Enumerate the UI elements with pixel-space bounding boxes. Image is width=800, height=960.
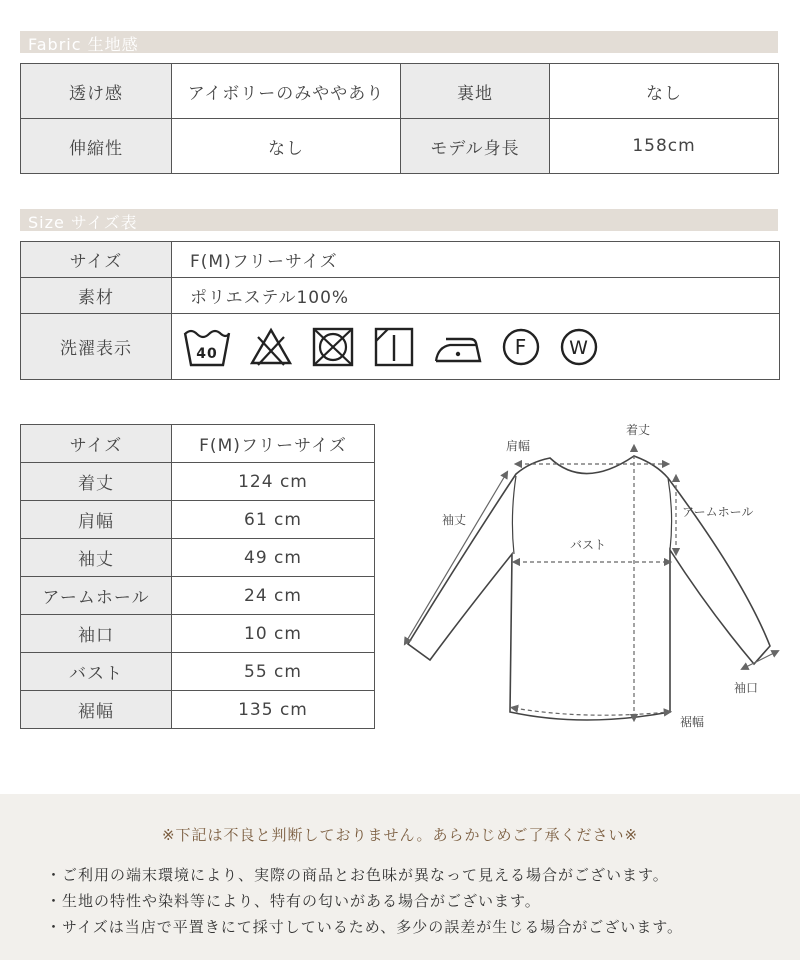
- hem-label: 裾幅: [21, 691, 172, 729]
- diagram-bust-label: バスト: [570, 538, 607, 552]
- fabric-table: [20, 63, 779, 174]
- length-value: 124 cm: [172, 463, 375, 501]
- no-bleach-icon: [248, 325, 294, 369]
- cuff-value: 10 cm: [172, 615, 375, 653]
- wash-40-icon: [182, 325, 232, 369]
- table-row: [21, 539, 375, 577]
- table-row: [21, 653, 375, 691]
- diagram-length-label: 着丈: [626, 423, 651, 437]
- model-height-value: 158cm: [550, 119, 779, 174]
- bust-label: バスト: [21, 653, 172, 691]
- garment-measurement-diagram: [398, 412, 780, 742]
- bust-value: 55 cm: [172, 653, 375, 691]
- stretch-value: なし: [172, 119, 401, 174]
- diagram-sleeve-label: 袖丈: [442, 513, 467, 527]
- wet-clean-w-icon: [558, 326, 600, 368]
- svg-text:F: F: [514, 334, 528, 359]
- fabric-section-title: Fabric 生地感: [28, 35, 139, 54]
- see-through-label: 透け感: [21, 64, 172, 119]
- material-label: 素材: [21, 278, 172, 314]
- lining-label: 裏地: [401, 64, 550, 119]
- size-section-title: Size サイズ表: [28, 213, 138, 232]
- table-row: [21, 615, 375, 653]
- lining-value: なし: [550, 64, 779, 119]
- size-label: サイズ: [21, 242, 172, 278]
- svg-text:40: 40: [196, 345, 218, 362]
- table-row: [21, 463, 375, 501]
- note-line: ・サイズは当店で平置きにて採寸しているため、多少の誤差が生じる場合がございます。: [46, 918, 684, 936]
- see-through-value: アイボリーのみややあり: [172, 64, 401, 119]
- shoulder-value: 61 cm: [172, 501, 375, 539]
- length-label: 着丈: [21, 463, 172, 501]
- table-row: [21, 501, 375, 539]
- table-row: [21, 119, 779, 174]
- table-row: [21, 425, 375, 463]
- note-line: ・ご利用の端末環境により、実際の商品とお色味が異なって見える場合がございます。: [46, 866, 669, 884]
- armhole-value: 24 cm: [172, 577, 375, 615]
- size-value: F(M)フリーサイズ: [172, 242, 780, 278]
- garment-outline: [408, 456, 770, 720]
- notes-section: [0, 794, 800, 960]
- shoulder-label: 肩幅: [21, 501, 172, 539]
- dry-clean-f-icon: [500, 326, 542, 368]
- size-section-header: [20, 209, 778, 231]
- hem-value: 135 cm: [172, 691, 375, 729]
- diagram-shoulder-label: 肩幅: [506, 439, 531, 453]
- table-row: [21, 691, 375, 729]
- table-row: [21, 577, 375, 615]
- stretch-label: 伸縮性: [21, 119, 172, 174]
- no-tumble-dry-icon: [310, 325, 356, 369]
- table-row: [21, 314, 780, 380]
- table-row: [21, 278, 780, 314]
- diagram-hem-label: 裾幅: [680, 715, 705, 729]
- size-info-table: [20, 241, 780, 380]
- sleeve-value: 49 cm: [172, 539, 375, 577]
- diagram-cuff-label: 袖口: [734, 681, 759, 695]
- table-row: [21, 64, 779, 119]
- armhole-label: アームホール: [21, 577, 172, 615]
- fabric-section-header: [20, 31, 778, 53]
- drip-dry-shade-icon: [372, 325, 416, 369]
- sleeve-label: 袖丈: [21, 539, 172, 577]
- measurement-table: [20, 424, 375, 729]
- care-icons-cell: [172, 314, 780, 380]
- care-label: 洗濯表示: [21, 314, 172, 380]
- svg-text:W: W: [569, 336, 589, 359]
- measurement-header-value: F(M)フリーサイズ: [172, 425, 375, 463]
- model-height-label: モデル身長: [401, 119, 550, 174]
- note-line: ・生地の特性や染料等により、特有の匂いがある場合がございます。: [46, 892, 541, 910]
- diagram-armhole-label: アームホール: [682, 505, 754, 519]
- material-value: ポリエステル100%: [172, 278, 780, 314]
- iron-low-icon: [432, 325, 484, 369]
- table-row: [21, 242, 780, 278]
- measurement-header-label: サイズ: [21, 425, 172, 463]
- notes-heading: ※下記は不良と判断しておりません。あらかじめご了承ください※: [161, 826, 639, 844]
- cuff-label: 袖口: [21, 615, 172, 653]
